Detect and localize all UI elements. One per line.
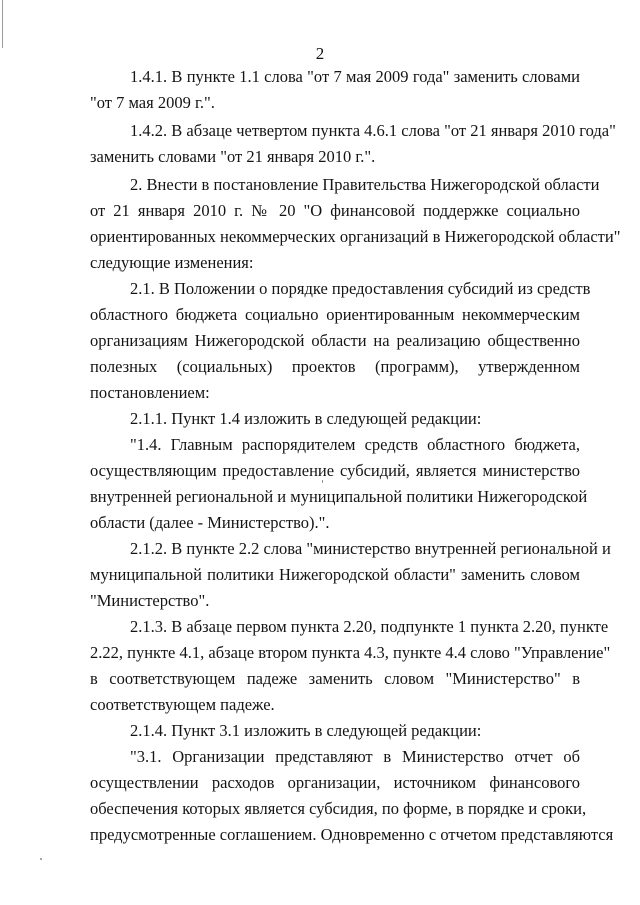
text-line: 2.1.4. Пункт 3.1 изложить в следующей редакции: xyxy=(130,721,482,740)
text-line: от 21 января 2010 г. № 20 "О финансовой поддержке социально xyxy=(90,201,580,220)
text-line: 1.4.2. В абзаце четвертом пункта 4.6.1 слова "от 21 января 2010 года" xyxy=(130,121,616,140)
text-line: предусмотренные соглашением. Одновременно с отчетом представляются xyxy=(90,825,614,844)
text-line: 2.22, пункте 4.1, абзаце втором пункта 4.3, пункте 4.4 слово "Управление" xyxy=(90,643,611,662)
text-line: обеспечения которых является субсидия, по форме, в порядке и сроки, xyxy=(90,799,587,818)
text-line: "Министерство". xyxy=(90,591,210,610)
text-line: 1.4.1. В пункте 1.1 слова "от 7 мая 2009 года" заменить словами xyxy=(130,67,580,86)
page-number: 2 xyxy=(315,44,325,63)
text-line: соответствующем падеже. xyxy=(90,695,275,714)
text-line: областного бюджета социально ориентированным некоммерческим xyxy=(90,305,580,324)
scan-speck xyxy=(40,858,42,860)
text-line: полезных (социальных) проектов (программ), утвержденном xyxy=(90,357,580,376)
text-line: постановлением: xyxy=(90,383,210,402)
text-line: "1.4. Главным распорядителем средств областного бюджета, xyxy=(130,435,580,454)
scan-edge-mark xyxy=(2,0,3,48)
scan-speck xyxy=(322,480,323,483)
text-line: внутренней региональной и муниципальной политики Нижегородской xyxy=(90,487,588,506)
text-line: осуществлении расходов организации, источником финансового xyxy=(90,773,580,792)
text-line: "от 7 мая 2009 г.". xyxy=(90,93,215,112)
text-line: ориентированных некоммерческих организаций в Нижегородской области" xyxy=(90,227,621,246)
text-line: заменить словами "от 21 января 2010 г.". xyxy=(90,147,376,166)
text-line: муниципальной политики Нижегородской области" заменить словом xyxy=(90,565,580,584)
text-line: 2.1. В Положении о порядке предоставления субсидий из средств xyxy=(130,279,591,298)
text-line: области (далее - Министерство).". xyxy=(90,513,330,532)
text-line: 2.1.2. В пункте 2.2 слова "министерство внутренней региональной и xyxy=(130,539,611,558)
text-line: организациям Нижегородской области на реализацию общественно xyxy=(90,331,580,350)
text-line: 2.1.3. В абзаце первом пункта 2.20, подпункте 1 пункта 2.20, пункте xyxy=(130,617,609,636)
text-line: 2.1.1. Пункт 1.4 изложить в следующей редакции: xyxy=(130,409,482,428)
text-line: осуществляющим предоставление субсидий, является министерство xyxy=(90,461,580,480)
text-line: в соответствующем падеже заменить словом "Министерство" в xyxy=(90,669,580,688)
text-line: 2. Внести в постановление Правительства Нижегородской области xyxy=(130,175,600,194)
text-line: "3.1. Организации представляют в Министерство отчет об xyxy=(130,747,580,766)
text-line: следующие изменения: xyxy=(90,253,254,272)
